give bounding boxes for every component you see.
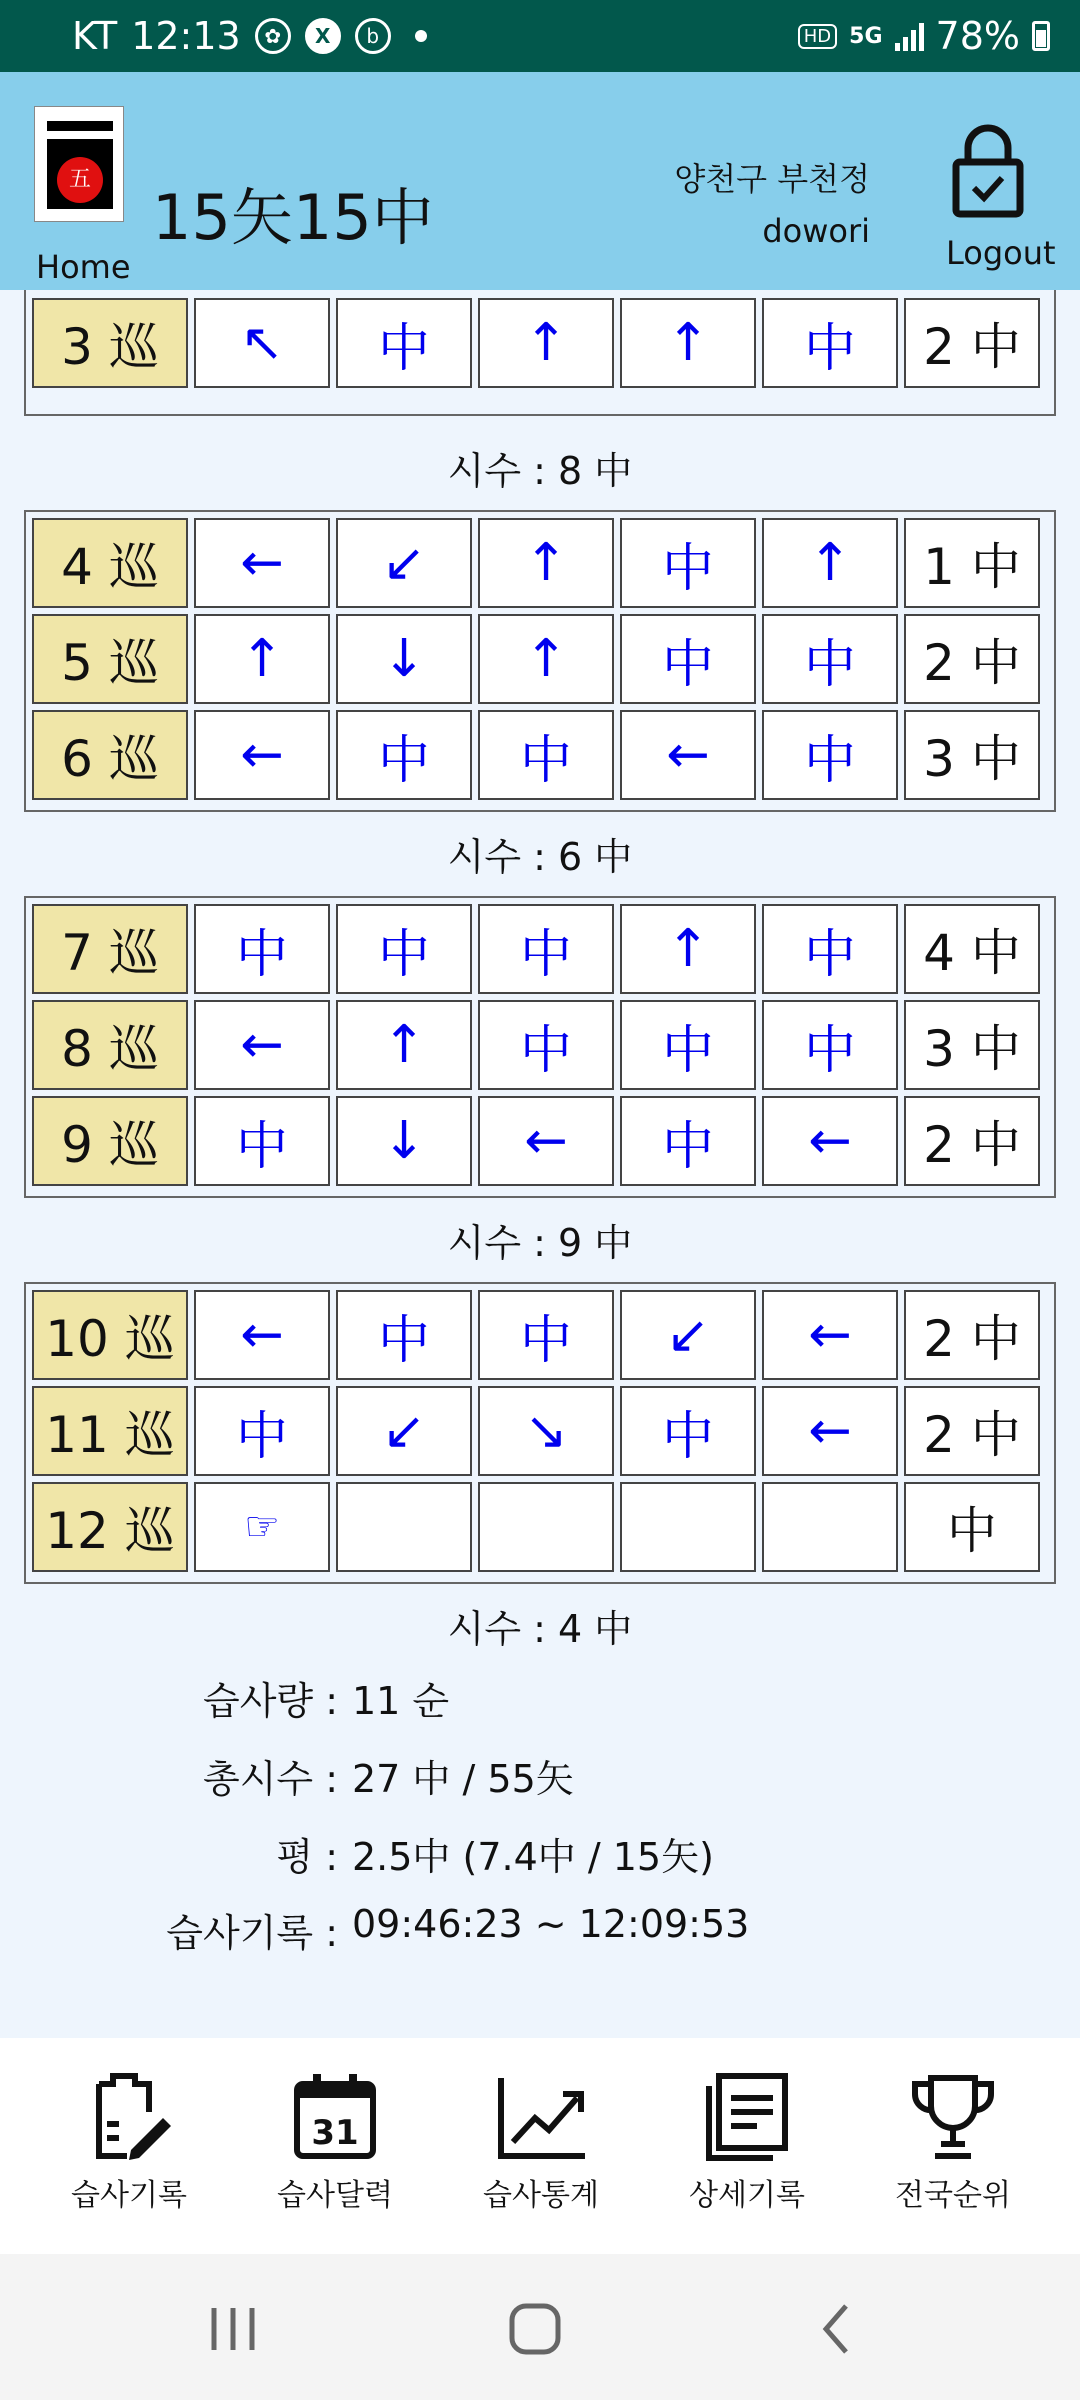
shot-cell[interactable]: 中 xyxy=(194,1096,330,1186)
fitness-app-icon: ✿ xyxy=(255,18,291,54)
app-header xyxy=(0,72,1080,290)
shot-cell[interactable]: ↑ xyxy=(762,518,898,608)
round-label: 9 巡 xyxy=(32,1096,188,1186)
shot-cell[interactable]: ↑ xyxy=(478,614,614,704)
average-value: 2.5中 (7.4中 / 15矢) xyxy=(352,1835,714,1879)
calendar-icon xyxy=(285,2072,385,2162)
shot-cell[interactable]: 中 xyxy=(620,1386,756,1476)
round-label: 7 巡 xyxy=(32,904,188,994)
clock: 12:13 xyxy=(131,14,241,58)
nav-practice-calendar[interactable] xyxy=(232,2038,438,2254)
network-type-icon: 5G xyxy=(849,23,883,49)
shot-cell[interactable]: 中 xyxy=(336,904,472,994)
volume-label: 습사량 : xyxy=(202,1679,338,1723)
shot-cell[interactable]: 中 xyxy=(620,1096,756,1186)
shot-cell[interactable]: ↙ xyxy=(336,1386,472,1476)
bottom-nav xyxy=(0,2038,1080,2254)
shot-cell[interactable]: 中 xyxy=(762,710,898,800)
battery-percent: 78% xyxy=(935,14,1020,58)
x-app-icon: X xyxy=(305,18,341,54)
shot-cell[interactable]: ← xyxy=(194,710,330,800)
shot-cell[interactable]: ← xyxy=(620,710,756,800)
table-row[interactable] xyxy=(32,298,1040,388)
notification-dot-icon xyxy=(415,30,427,42)
shot-cell[interactable]: ↘ xyxy=(478,1386,614,1476)
round-label: 10 巡 xyxy=(32,1290,188,1380)
table-row[interactable] xyxy=(32,1000,1040,1090)
round-label: 8 巡 xyxy=(32,1000,188,1090)
shot-cell[interactable]: ↙ xyxy=(620,1290,756,1380)
recent-apps-icon[interactable] xyxy=(198,2294,268,2364)
shot-cell[interactable]: ↑ xyxy=(194,614,330,704)
shot-cell[interactable]: 中 xyxy=(762,614,898,704)
trend-chart-icon xyxy=(491,2072,591,2162)
shot-cell[interactable]: 中 xyxy=(478,710,614,800)
battery-icon xyxy=(1032,21,1050,51)
user-club: 양천구 부천정 xyxy=(674,160,870,198)
home-label[interactable]: Home xyxy=(36,248,131,286)
shot-cell[interactable]: ← xyxy=(762,1290,898,1380)
shot-cell[interactable]: ↑ xyxy=(478,518,614,608)
subtotal-label: 시수 : 4 中 xyxy=(447,1607,633,1651)
calendar-day: 31 xyxy=(311,2113,359,2153)
nav-national-ranking[interactable] xyxy=(850,2038,1056,2254)
time-value: 09:46:23 ~ 12:09:53 xyxy=(352,1902,750,1946)
nav-label: 습사통계 xyxy=(483,2178,599,2213)
shot-cell[interactable]: ↑ xyxy=(620,298,756,388)
shot-cell[interactable]: 中 xyxy=(620,1000,756,1090)
subtotal-label: 시수 : 8 中 xyxy=(447,449,633,493)
shot-cell[interactable]: ↑ xyxy=(336,1000,472,1090)
nav-label: 전국순위 xyxy=(895,2178,1011,2213)
round-label: 5 巡 xyxy=(32,614,188,704)
round-total: 2 中 xyxy=(904,614,1040,704)
shot-cell[interactable]: 中 xyxy=(478,1290,614,1380)
round-total: 1 中 xyxy=(904,518,1040,608)
signal-icon xyxy=(895,21,924,51)
carrier-label: KT xyxy=(72,14,118,58)
shot-cell[interactable]: ↖ xyxy=(194,298,330,388)
round-total: 3 中 xyxy=(904,710,1040,800)
shot-cell[interactable]: 中 xyxy=(336,710,472,800)
clipboard-edit-icon xyxy=(79,2072,179,2162)
volume-value: 11 순 xyxy=(352,1679,450,1723)
status-bar xyxy=(0,0,1080,72)
user-name: dowori xyxy=(762,212,870,250)
total-value: 27 中 / 55矢 xyxy=(352,1757,574,1801)
round-label: 3 巡 xyxy=(32,298,188,388)
lock-icon[interactable] xyxy=(950,120,1026,220)
pointer-hand-icon[interactable]: ☞ xyxy=(194,1482,330,1572)
nav-label: 상세기록 xyxy=(689,2178,805,2213)
score-grid-round-7-9 xyxy=(24,896,1056,1198)
hd-voice-icon: HD xyxy=(798,24,837,49)
shot-cell[interactable]: ↙ xyxy=(336,518,472,608)
shot-cell[interactable]: 中 xyxy=(478,904,614,994)
table-row[interactable] xyxy=(32,1386,1040,1476)
round-total: 2 中 xyxy=(904,298,1040,388)
round-total: 2 中 xyxy=(904,1290,1040,1380)
shot-cell[interactable]: ↓ xyxy=(336,1096,472,1186)
table-row[interactable] xyxy=(32,1290,1040,1380)
nav-practice-stats[interactable] xyxy=(438,2038,644,2254)
table-row[interactable] xyxy=(32,1096,1040,1186)
nav-detailed-record[interactable] xyxy=(644,2038,850,2254)
shot-cell[interactable]: 中 xyxy=(620,614,756,704)
shot-cell[interactable]: ↑ xyxy=(620,904,756,994)
back-icon[interactable] xyxy=(802,2294,872,2364)
shot-cell[interactable]: 中 xyxy=(762,298,898,388)
shot-cell[interactable]: ← xyxy=(762,1096,898,1186)
round-label: 11 巡 xyxy=(32,1386,188,1476)
table-row[interactable] xyxy=(32,710,1040,800)
round-total: 4 中 xyxy=(904,904,1040,994)
home-logo-button[interactable] xyxy=(34,106,124,222)
nav-practice-record[interactable] xyxy=(26,2038,232,2254)
shot-cell[interactable] xyxy=(478,1482,614,1572)
subtotal-label: 시수 : 9 中 xyxy=(447,1221,633,1265)
nav-label: 습사달력 xyxy=(277,2178,393,2213)
shot-cell[interactable]: 中 xyxy=(194,904,330,994)
average-label: 평 : xyxy=(276,1835,338,1879)
shot-cell[interactable]: ← xyxy=(478,1096,614,1186)
table-row[interactable] xyxy=(32,614,1040,704)
trophy-icon xyxy=(903,2072,1003,2162)
shot-cell[interactable]: ← xyxy=(194,1000,330,1090)
system-nav-bar xyxy=(0,2254,1080,2400)
nav-label: 습사기록 xyxy=(71,2178,187,2213)
shot-cell[interactable]: ↑ xyxy=(478,298,614,388)
shot-cell[interactable]: ← xyxy=(194,1290,330,1380)
total-label: 총시수 : xyxy=(202,1757,338,1801)
score-grid-round-4-6 xyxy=(24,510,1056,812)
shot-cell[interactable]: 中 xyxy=(194,1386,330,1476)
round-label: 4 巡 xyxy=(32,518,188,608)
table-row[interactable] xyxy=(32,904,1040,994)
round-total: 中 xyxy=(904,1482,1040,1572)
shot-cell[interactable]: ← xyxy=(762,1386,898,1476)
shot-cell[interactable] xyxy=(762,1482,898,1572)
shot-cell[interactable]: 中 xyxy=(336,298,472,388)
shot-cell[interactable]: ← xyxy=(194,518,330,608)
shot-cell[interactable]: 中 xyxy=(478,1000,614,1090)
shot-cell[interactable]: 中 xyxy=(762,904,898,994)
round-label: 12 巡 xyxy=(32,1482,188,1572)
page-title: 15矢15中 xyxy=(152,181,434,254)
shot-cell[interactable]: ↓ xyxy=(336,614,472,704)
shot-cell[interactable] xyxy=(620,1482,756,1572)
table-row[interactable] xyxy=(32,518,1040,608)
logo-mark-icon: 五 xyxy=(57,157,103,203)
table-row[interactable] xyxy=(32,1482,1040,1572)
home-icon[interactable] xyxy=(500,2294,570,2364)
round-total: 2 中 xyxy=(904,1096,1040,1186)
b-app-icon: b xyxy=(355,18,391,54)
time-label: 습사기록 : xyxy=(166,1911,338,1955)
shot-cell[interactable] xyxy=(336,1482,472,1572)
shot-cell[interactable]: 中 xyxy=(336,1290,472,1380)
subtotal-label: 시수 : 6 中 xyxy=(447,835,633,879)
document-list-icon xyxy=(697,2072,797,2162)
logout-button[interactable]: Logout xyxy=(946,234,1056,272)
round-total: 3 中 xyxy=(904,1000,1040,1090)
shot-cell[interactable]: 中 xyxy=(762,1000,898,1090)
round-label: 6 巡 xyxy=(32,710,188,800)
round-total: 2 中 xyxy=(904,1386,1040,1476)
score-grid-round-10-12 xyxy=(24,1282,1056,1584)
shot-cell[interactable]: 中 xyxy=(620,518,756,608)
